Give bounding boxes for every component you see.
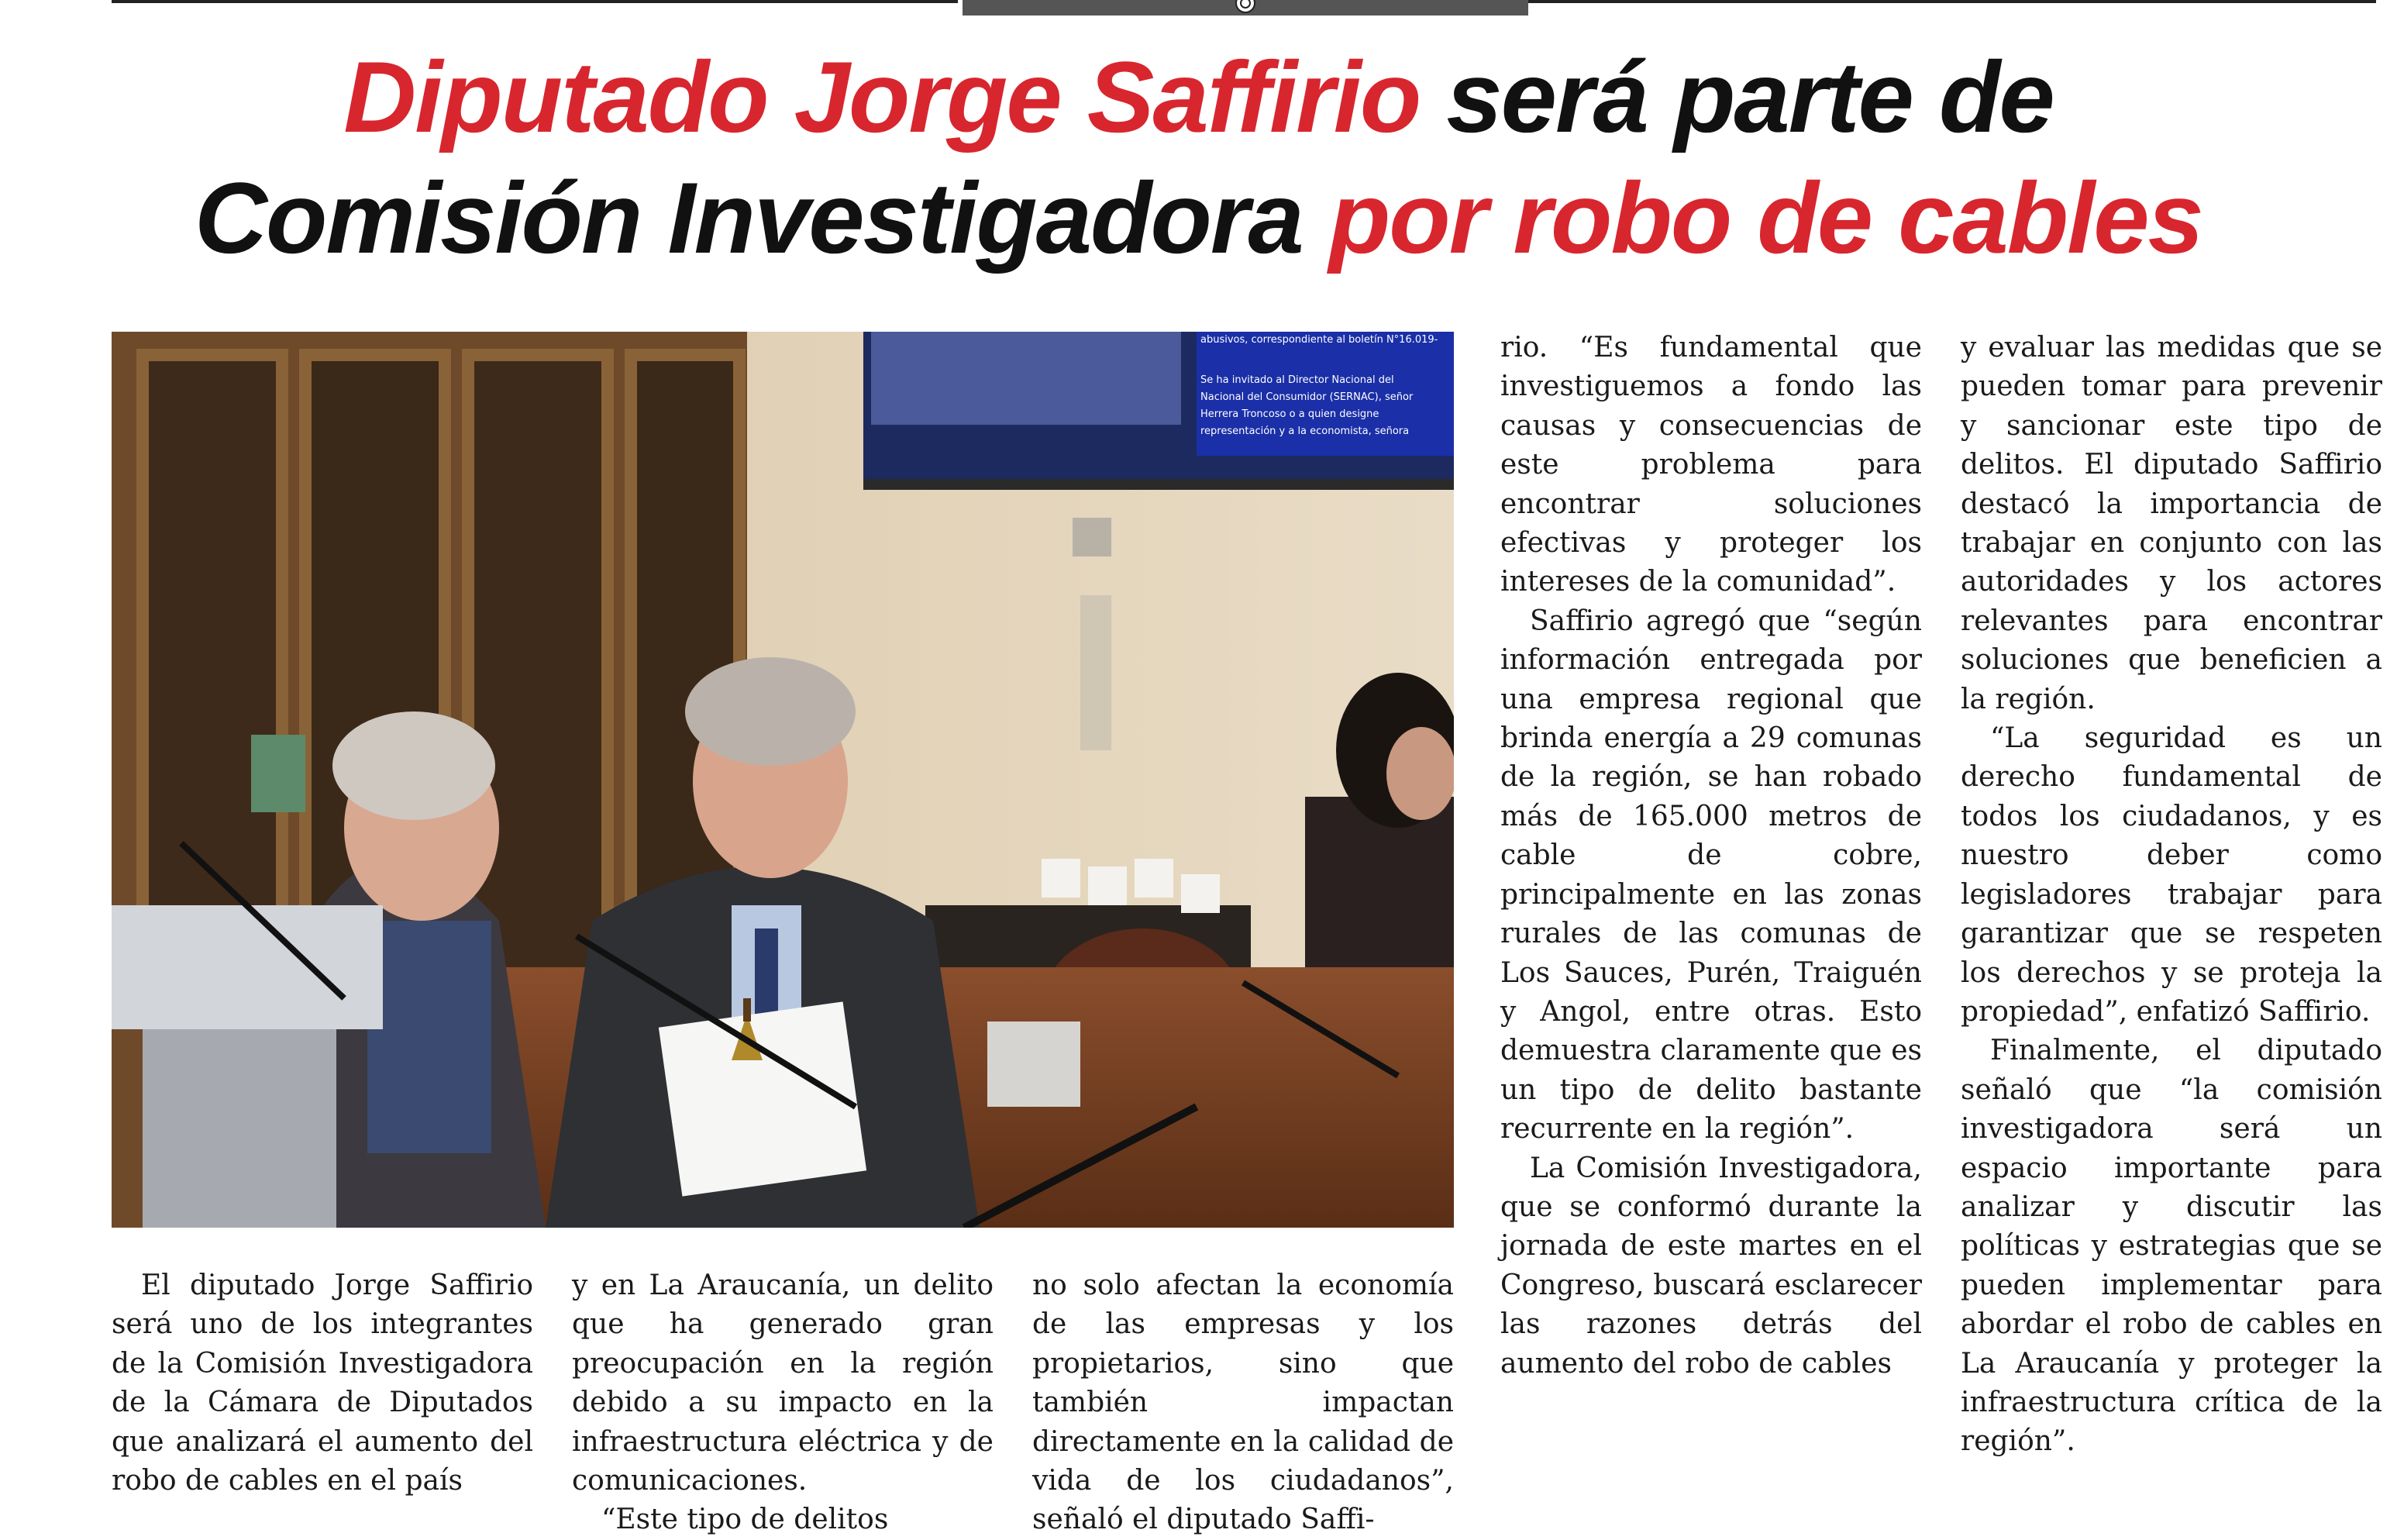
headline-line-1	[0, 31, 2397, 163]
screen-line: representación y a la economista, señora	[1200, 425, 1410, 437]
headline-red-part: Diputado Jorge Saffirio	[343, 40, 1421, 153]
article-paragraph: y en La Araucanía, un delito que ha generado gran preocupación en la región debido a su impacto en la infraestructura eléctrica y de comunicaciones.	[572, 1270, 994, 1497]
article-paragraph: “La seguridad es un derecho fundamental de todos los ciudadanos, y es nuestro deber como legisladores trabajar para garantizar que se respeten los derechos y se proteja la propiedad”, enfatizó Saffirio.	[1961, 722, 2382, 1028]
article-paragraph: La Comisión Investigadora, que se conformó durante la jornada de este martes en el Congreso, buscará esclarecer las razones detrás del aumento del robo de cables	[1500, 1152, 1922, 1380]
top-rule-left	[112, 0, 958, 3]
screen-line: Nacional del Consumidor (SERNAC), señor	[1200, 391, 1414, 403]
article-column-1	[112, 1266, 533, 1500]
article-column-5	[1961, 329, 2382, 1462]
article-paragraph: El diputado Jorge Saffirio será uno de los integrantes de la Comisión Investigadora de la Cámara de Diputados que analizará el aumento del robo de cables en el país	[112, 1270, 533, 1497]
screen-line: Se ha invitado al Director Nacional del	[1200, 374, 1394, 386]
article-column-4	[1500, 329, 1922, 1383]
emblem-icon	[1226, 0, 1265, 16]
headline-line-2	[0, 152, 2397, 284]
article-photo	[112, 332, 1454, 1228]
photo-illustration	[112, 332, 1454, 1228]
article-paragraph: rio. “Es fundamental que investiguemos a fondo las causas y consecuencias de este problema para encontrar soluciones efectivas y proteger los intereses de la comunidad”.	[1500, 332, 1922, 598]
article-column-2	[572, 1266, 994, 1540]
headline-black-part: Comisión Investigadora	[195, 161, 1329, 274]
article-paragraph: no solo afectan la economía de las empresas y los propietarios, sino que también impactan directamente en la calidad de vida de los ciudadanos”, señaló el diputado Saffi-	[1032, 1270, 1454, 1536]
article-paragraph: Saffirio agregó que “según información entregada por una empresa regional que brinda energía a 29 comunas de la región, se han robado más de 165.000 metros de cable de cobre, principalmente en las zonas rurales de las comunas de Los Sauces, Purén, Traiguén y Angol, entre otras. Esto demuestra claramente que es un tipo de delito bastante recurrente en la región”.	[1500, 605, 1922, 1146]
article-paragraph: y evaluar las medidas que se pueden tomar para prevenir y sancionar este tipo de delitos. El diputado Saffirio destacó la importancia de trabajar en conjunto con las autoridades y los actores relevantes para encontrar soluciones que beneficien a la región.	[1961, 332, 2382, 715]
top-rule-right	[1528, 0, 2376, 3]
screen-line: abusivos, correspondiente al boletín N°16.019-	[1200, 334, 1438, 346]
article-column-3	[1032, 1266, 1454, 1540]
headline-black-part: será parte de	[1420, 40, 2054, 153]
headline-red-part: por robo de cables	[1328, 161, 2202, 274]
screen-line: Herrera Troncoso o a quien designe	[1200, 408, 1379, 420]
article-paragraph: “Este tipo de delitos	[601, 1504, 889, 1536]
article-paragraph: Finalmente, el diputado señaló que “la comisión investigadora será un espacio importante para analizar y discutir las políticas y estrategias que se pueden implementar para abordar el robo de cables en La Araucanía y proteger la infraestructura crítica de la región”.	[1961, 1035, 2382, 1458]
